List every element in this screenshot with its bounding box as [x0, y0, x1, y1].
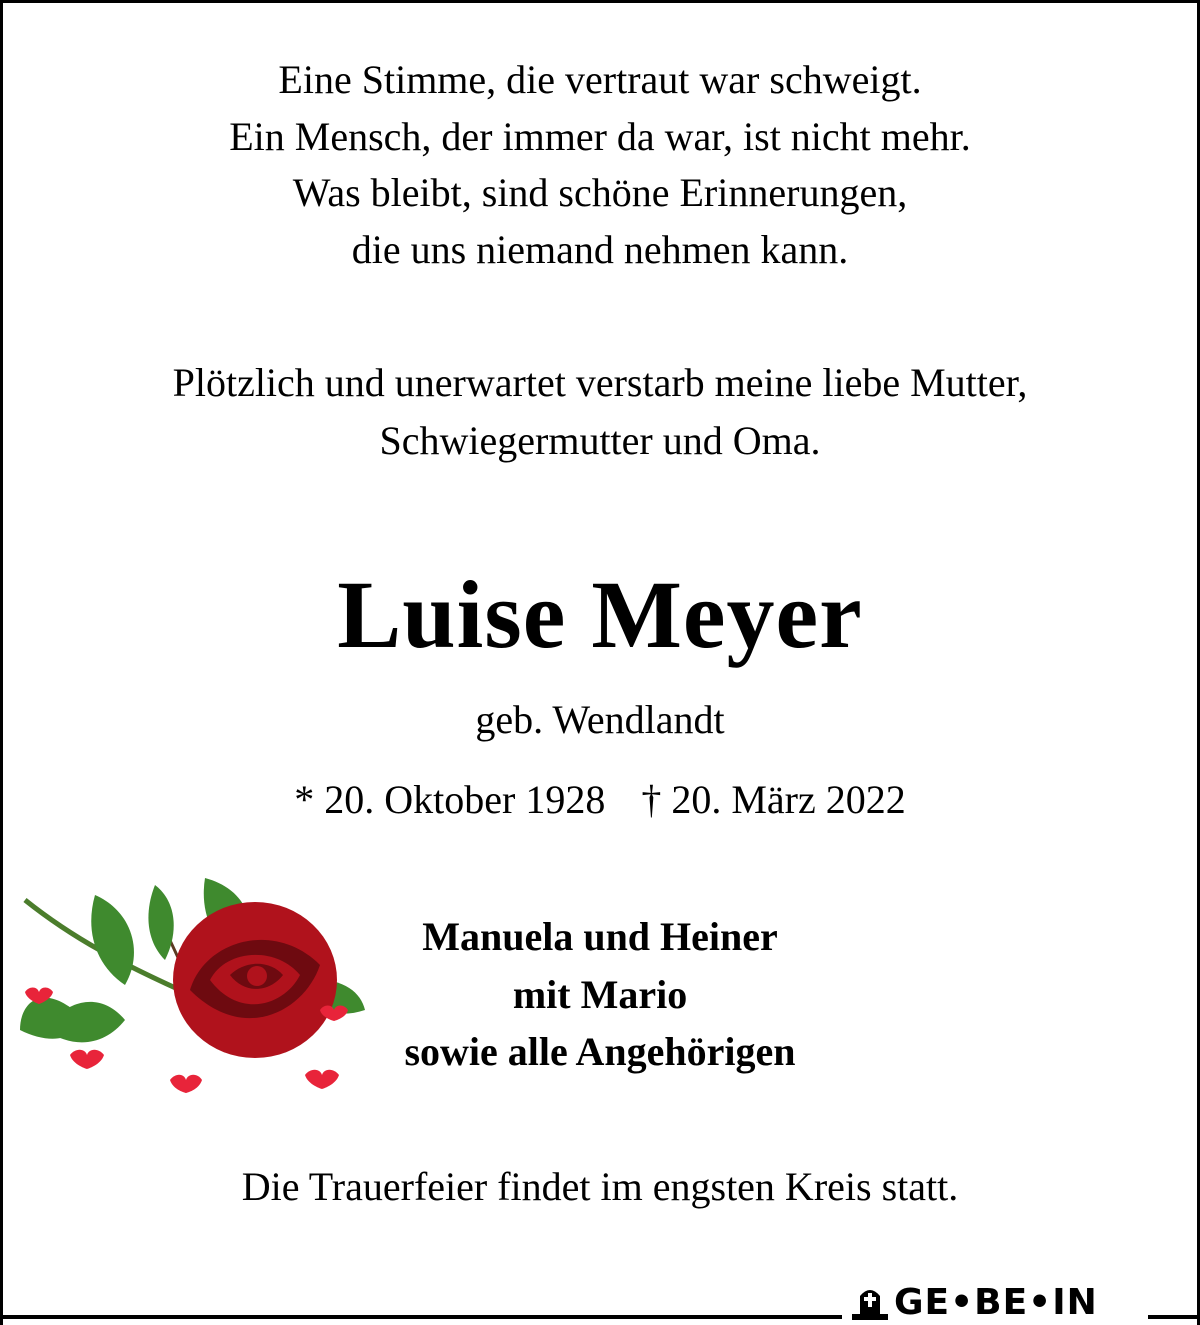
mourner-line: mit Mario [512, 971, 688, 1017]
funeral-note: Die Trauerfeier findet im engsten Kreis statt. [241, 1164, 959, 1209]
bottom-rule-left [0, 1315, 842, 1319]
poem-line: Was bleibt, sind schöne Erinnerungen, [292, 170, 908, 215]
mourner-line: sowie alle Angehörigen [404, 1029, 796, 1074]
poem-line: Ein Mensch, der immer da war, ist nicht mehr. [229, 113, 971, 159]
life-dates [0, 770, 1200, 830]
tombstone-icon [852, 1284, 888, 1322]
mourner-line: Manuela und Heiner [422, 914, 778, 959]
bottom-rule-right [1148, 1315, 1200, 1319]
poem-verse [0, 52, 1200, 278]
birth-date: * 20. Oktober 1928 [294, 777, 606, 822]
announcement-line: Schwiegermutter und Oma. [379, 418, 821, 463]
poem-line: die uns niemand nehmen kann. [351, 226, 849, 272]
death-announcement [0, 354, 1200, 470]
poem-line: Eine Stimme, die vertraut war schweigt. [278, 57, 922, 102]
logo-text: GE•BE•IN [894, 1282, 1098, 1323]
mourners [0, 908, 1200, 1081]
publisher-logo [852, 1282, 1098, 1324]
announcement-line: Plötzlich und unerwartet verstarb meine liebe Mutter, [172, 360, 1028, 405]
deceased-name: Luise Meyer [337, 561, 863, 668]
birth-name: geb. Wendlandt [475, 697, 725, 742]
death-date: † 20. März 2022 [641, 777, 906, 822]
